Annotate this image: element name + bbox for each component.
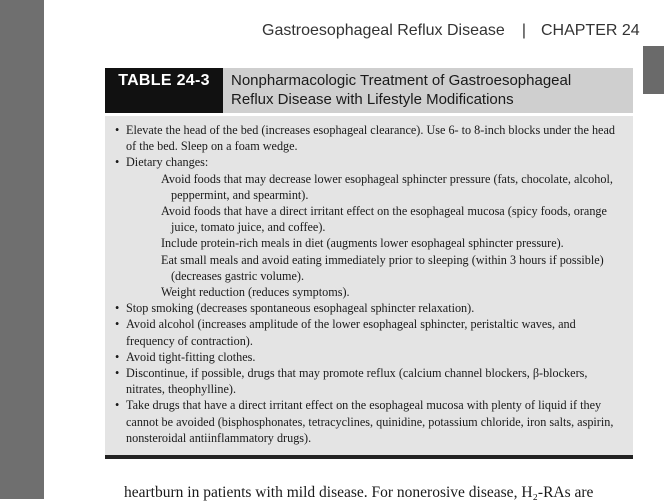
sub-list-item: Avoid foods that may decrease lower esophageal sphincter pressure (fats, chocolate, alcohol, peppermint, and spearmint). [161, 171, 613, 202]
list-item: • Elevate the head of the bed (increases esophageal clearance). Use 6- to 8-inch blocks under the head of the bed. Sleep on a foam wedge. [115, 122, 623, 154]
list-item: • Avoid tight-fitting clothes. [115, 349, 623, 365]
body-text-line: heartburn in patients with mild disease. For nonerosive disease, H₂-RAs are [124, 484, 594, 501]
table-header [105, 68, 633, 113]
sub-list-item: Include protein-rich meals in diet (augments lower esophageal sphincter pressure). [161, 236, 564, 251]
running-head [262, 22, 642, 46]
sub-list-item: Avoid foods that have a direct irritant effect on the esophageal mucosa (spicy foods, orange juice, tomato juice, and coffee). [161, 204, 607, 235]
table-body [105, 116, 633, 459]
list-item: • Stop smoking (decreases spontaneous esophageal sphincter relaxation). [115, 300, 623, 316]
sub-list-item: Eat small meals and avoid eating immediately prior to sleeping (within 3 hours if possible) (decreases gastric volume). [161, 252, 604, 283]
table-title [223, 68, 633, 113]
running-head-separator: | [521, 22, 526, 39]
list-item: • Dietary changes: [115, 154, 623, 170]
table-label: TABLE 24-3 [105, 68, 223, 113]
chapter-thumb-tab [643, 46, 664, 94]
list-item: • Avoid alcohol (increases amplitude of the lower esophageal sphincter, peristaltic waves, and frequency of contraction). [115, 316, 623, 348]
page-left-margin-bar [0, 0, 44, 499]
table-title-line-2: Reflux Disease with Lifestyle Modifications [231, 91, 514, 108]
list-item: • Discontinue, if possible, drugs that may promote reflux (calcium channel blockers, β-blockers, nitrates, theophylline). [115, 365, 623, 397]
sub-list-item: Weight reduction (reduces symptoms). [161, 285, 350, 300]
list-item: • Take drugs that have a direct irritant effect on the esophageal mucosa with plenty of liquid if they cannot be avoided (bisphosphonates, tetracyclines, quinidine, potassium chloride, iron salts, aspirin, nonsteroidal antiinflammatory drugs). [115, 397, 623, 446]
running-head-chapter: CHAPTER 24 [540, 22, 640, 39]
table-title-line-1: Nonpharmacologic Treatment of Gastroesophageal [231, 72, 572, 89]
lifestyle-table [105, 68, 633, 459]
running-head-title: Gastroesophageal Reflux Disease [262, 22, 505, 39]
